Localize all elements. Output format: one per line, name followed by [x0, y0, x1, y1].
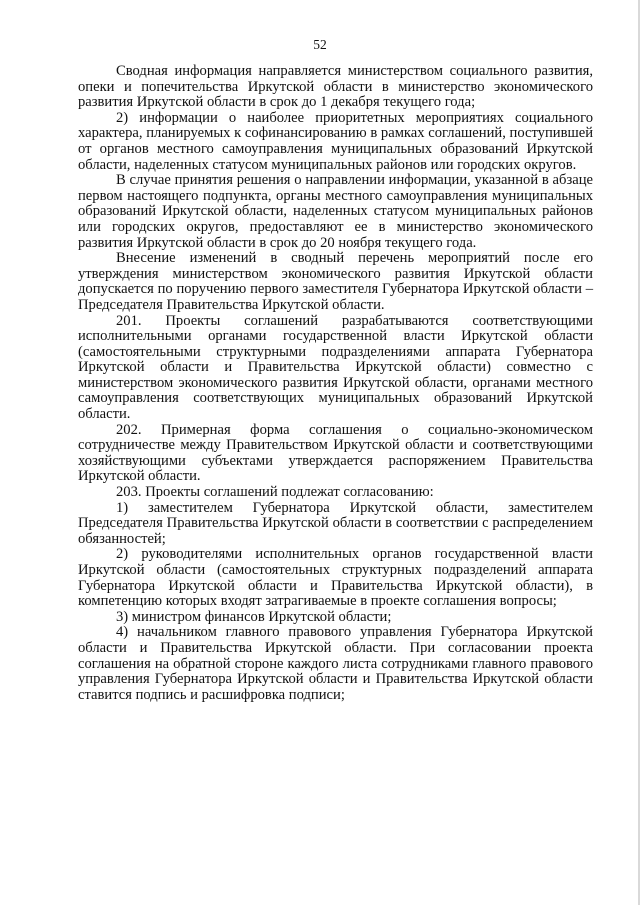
page-number: 52 — [313, 37, 327, 52]
document-body — [78, 64, 593, 703]
paragraph-approval-item-2: 2) руководителями исполнительных органов государственной власти Иркутской области (самостоятельных структурных подразделений аппарата Губернатора Иркутской области и Правительства Иркутской области), в компетенцию которых входят затрагиваемые в проекте соглашения вопросы; — [78, 546, 593, 610]
paragraph-clause-203: 203. Проекты соглашений подлежат согласованию: — [116, 484, 434, 501]
paragraph-summary-info: Сводная информация направляется министерством социального развития, опеки и попечительства Иркутской области в министерство экономического развития Иркутской области в срок до 1 декабря текущего года; — [78, 63, 593, 111]
paragraph-priority-measures: 2) информации о наиболее приоритетных мероприятиях социального характера, планируемых к софинансированию в рамках соглашений, поступившей от органов местного самоуправления муниципальных образований Иркутской области, наделенных статусом муниципальных районов или городских округов. — [78, 109, 593, 173]
paragraph-clause-202: 202. Примерная форма соглашения о социально-экономическом сотрудничестве между Правительством Иркутской области и соответствующими хозяйствующими субъектами утверждается распоряжением Правительства Иркутской области. — [78, 421, 593, 485]
paragraph-approval-item-4: 4) начальником главного правового управления Губернатора Иркутской области и Правительства Иркутской области. При согласовании проекта соглашения на обратной стороне каждого листа сотрудниками главного правового управления Губернатора Иркутской области и Правительства Иркутской области ставится подпись и расшифровка подписи; — [78, 624, 593, 703]
paragraph-submission-deadline: В случае принятия решения о направлении информации, указанной в абзаце первом настоящего подпункта, органы местного самоуправления муниципальных образований Иркутской области, наделенных статусом муниципальных районов или городских округов, предоставляют ее в министерство экономического развития Иркутской области в срок до 20 ноября текущего года. — [78, 172, 593, 251]
paragraph-list-changes: Внесение изменений в сводный перечень мероприятий после его утверждения министерством экономического развития Иркутской области допускается по поручению первого заместителя Губернатора Иркутской области – Председателя Правительства Иркутской области. — [78, 250, 593, 313]
paragraph-clause-201: 201. Проекты соглашений разрабатываются соответствующими исполнительными органами государственной власти Иркутской области (самостоятельными структурными подразделениями аппарата Губернатора Иркутской области и Правительства Иркутской области) совместно с министерством экономического развития Иркутской области, органами местного самоуправления соответствующих муниципальных образований Иркутской области. — [78, 312, 593, 423]
paragraph-approval-item-3: 3) министром финансов Иркутской области; — [116, 608, 392, 625]
paragraph-approval-item-1: 1) заместителем Губернатора Иркутской области, заместителем Председателя Правительства Иркутской области в соответствии с распределением обязанностей; — [78, 499, 593, 547]
